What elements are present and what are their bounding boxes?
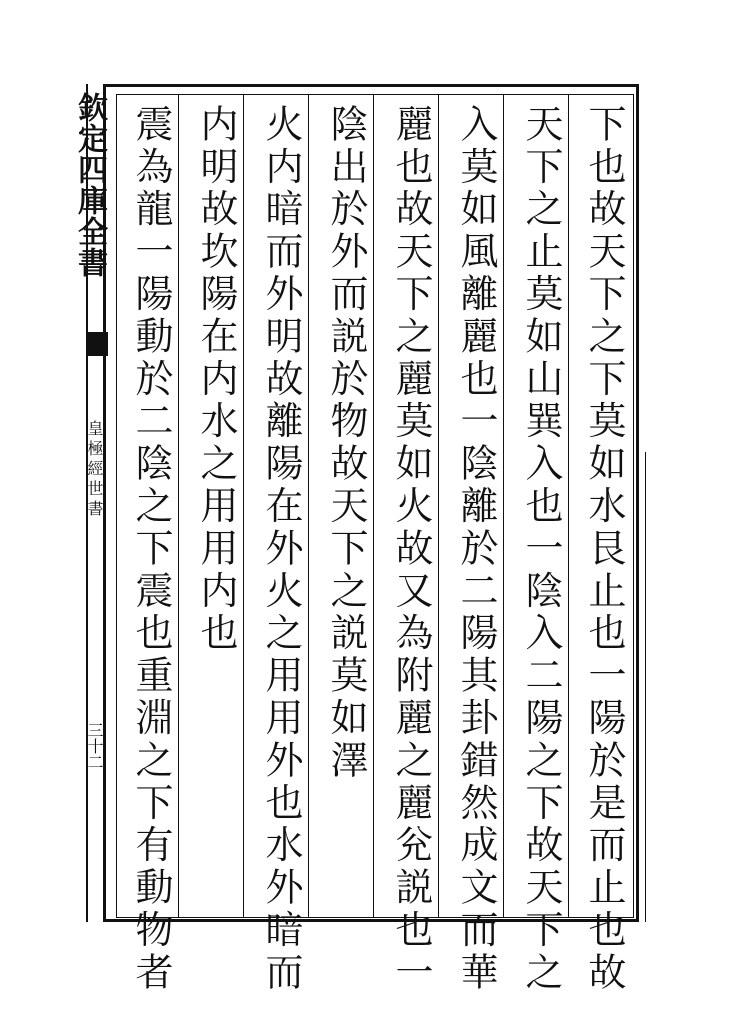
column-rule	[568, 94, 569, 918]
page-edge	[638, 452, 646, 922]
text-column-2: 天下之止莫如山巽入也一陰入二陽之下故天下之	[519, 104, 563, 995]
column-rule	[308, 94, 309, 918]
margin-book-title: 皇極經世書	[85, 420, 104, 520]
text-column-1: 下也故天下之下莫如水艮止也一陽於是而止也故	[582, 104, 626, 995]
column-rule	[373, 94, 374, 918]
text-column-7: 内明故坎陽在内水之用用内也	[194, 104, 238, 656]
text-column-3: 入莫如風離麗也一陰離於二陽其卦錯然成文而華	[454, 104, 498, 995]
column-rule	[178, 94, 179, 918]
text-column-8: 震為龍一陽動於二陰之下震也重淵之下有動物者	[129, 104, 173, 995]
column-rule	[503, 94, 504, 918]
text-column-5: 陰出於外而説於物故天下之説莫如澤	[324, 104, 368, 783]
margin-title: 欽定四庫全書	[72, 92, 107, 278]
margin-page-number: 三十二	[85, 722, 104, 770]
column-rule	[243, 94, 244, 918]
text-column-6: 火内暗而外明故離陽在外火之用用外也水外暗而	[259, 104, 303, 995]
text-column-4: 麗也故天下之麗莫如火故又為附麗之麗兊説也一	[389, 104, 433, 995]
column-rule	[438, 94, 439, 918]
fishtail-mark	[88, 332, 108, 356]
